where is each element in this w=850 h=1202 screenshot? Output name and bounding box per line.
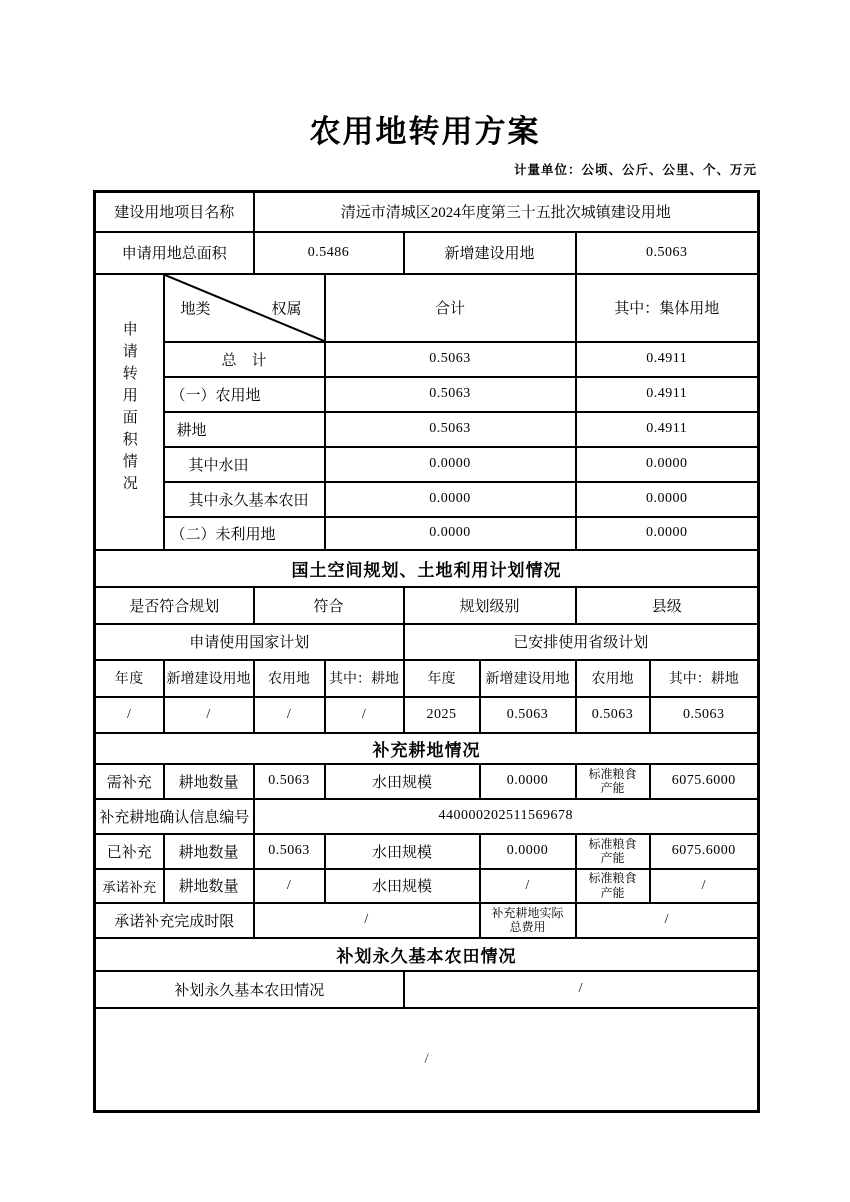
qty-label: 耕地数量	[164, 764, 254, 799]
remark-row	[95, 1008, 759, 1112]
compliance-label: 是否符合规划	[95, 587, 254, 624]
table-row	[95, 377, 759, 412]
project-name-label: 建设用地项目名称	[95, 192, 254, 232]
plan-value: /	[325, 697, 404, 733]
done-paddy-value: 0.0000	[480, 834, 576, 869]
national-plan-label: 申请使用国家计划	[95, 624, 404, 660]
plan-col-header: 新增建设用地	[480, 660, 576, 697]
unused-collective: 0.0000	[576, 517, 759, 550]
new-construction-label: 新增建设用地	[404, 232, 576, 274]
unit-note: 计量单位：公顷、公斤、公里、个、万元	[513, 163, 757, 177]
capacity-label	[576, 869, 650, 903]
remark-value: /	[95, 1008, 759, 1112]
col-header-collective: 其中：集体用地	[576, 274, 759, 342]
promised-paddy-value: /	[480, 869, 576, 903]
plan-col-header: 新增建设用地	[164, 660, 254, 697]
need-qty-value: 0.5063	[254, 764, 325, 799]
compliance-value: 符合	[254, 587, 404, 624]
paddy-total: 0.0000	[325, 447, 576, 482]
confirm-number-row	[95, 799, 759, 834]
basic-farmland-section-title: 补划永久基本农田情况	[95, 938, 759, 971]
col-header-total: 合计	[325, 274, 576, 342]
cost-label-line1: 补充耕地实际	[491, 905, 564, 920]
paddy-label: 水田规模	[325, 869, 480, 903]
section-header-row	[95, 733, 759, 764]
basic-farmland-value: /	[404, 971, 759, 1008]
plan-col-header: 年度	[95, 660, 164, 697]
grand-total-collective: 0.4911	[576, 342, 759, 377]
table-row	[95, 412, 759, 447]
paddy-collective: 0.0000	[576, 447, 759, 482]
plan-value: 0.5063	[650, 697, 759, 733]
unused-total: 0.0000	[325, 517, 576, 550]
confirm-number-label: 补充耕地确认信息编号	[95, 799, 254, 834]
diagonal-header-cell	[164, 274, 325, 342]
supplement-promised-row	[95, 869, 759, 903]
plan-value: /	[95, 697, 164, 733]
total-area-value: 0.5486	[254, 232, 404, 274]
farmland-conversion-table	[93, 190, 760, 1113]
plan-col-header: 农用地	[576, 660, 650, 697]
table-row	[95, 624, 759, 660]
table-row	[95, 274, 759, 342]
capacity-label-line1: 标准粮食	[588, 836, 637, 851]
promised-label: 承诺补充	[95, 869, 164, 903]
new-construction-value: 0.5063	[576, 232, 759, 274]
page-title: 农用地转用方案	[309, 114, 541, 149]
row-label-paddy: 其中水田	[164, 447, 325, 482]
capacity-label-line1: 标准粮食	[588, 871, 637, 886]
plan-value: 0.5063	[576, 697, 650, 733]
capacity-label	[576, 764, 650, 799]
table-row	[95, 447, 759, 482]
qty-label: 耕地数量	[164, 834, 254, 869]
paddy-label: 水田规模	[325, 764, 480, 799]
basic-farmland-row	[95, 971, 759, 1008]
deadline-row	[95, 903, 759, 938]
capacity-label-line2: 产能	[600, 851, 625, 865]
row-label-cultivated: 耕地	[164, 412, 325, 447]
cost-label	[480, 903, 576, 938]
diag-label-landtype: 地类	[180, 301, 211, 317]
capacity-label-line2: 产能	[600, 781, 625, 795]
cultivated-collective: 0.4911	[576, 412, 759, 447]
project-name-value: 清远市清城区2024年度第三十五批次城镇建设用地	[254, 192, 759, 232]
plan-level-value: 县级	[576, 587, 759, 624]
plan-value: /	[164, 697, 254, 733]
table-row	[95, 342, 759, 377]
deadline-value: /	[254, 903, 480, 938]
row-label-unused: （二）未利用地	[164, 517, 325, 550]
plan-value: 2025	[404, 697, 480, 733]
provincial-plan-label: 已安排使用省级计划	[404, 624, 759, 660]
need-capacity-value: 6075.6000	[650, 764, 759, 799]
planning-section-title: 国土空间规划、土地利用计划情况	[95, 550, 759, 587]
qty-label: 耕地数量	[164, 869, 254, 903]
capacity-label-line2: 产能	[600, 885, 625, 900]
done-label: 已补充	[95, 834, 164, 869]
section-header-row	[95, 550, 759, 587]
supplement-need-row	[95, 764, 759, 799]
table-row	[95, 482, 759, 517]
table-row	[95, 232, 759, 274]
done-qty-value: 0.5063	[254, 834, 325, 869]
done-capacity-value: 6075.6000	[650, 834, 759, 869]
table-row	[95, 587, 759, 624]
agricultural-total: 0.5063	[325, 377, 576, 412]
confirm-number-value: 440000202511569678	[254, 799, 759, 834]
conversion-side-label-cell	[95, 274, 164, 550]
diag-label-ownership: 权属	[271, 301, 302, 317]
conversion-side-label: 申请转用面积情况	[120, 321, 137, 497]
total-area-label: 申请用地总面积	[95, 232, 254, 274]
row-label-grand-total: 总 计	[164, 342, 325, 377]
plan-col-header: 其中：耕地	[650, 660, 759, 697]
row-label-agricultural: （一）农用地	[164, 377, 325, 412]
cost-value: /	[576, 903, 759, 938]
permanent-farmland-collective: 0.0000	[576, 482, 759, 517]
cost-label-line2: 总费用	[509, 920, 546, 934]
plan-value: 0.5063	[480, 697, 576, 733]
paddy-label: 水田规模	[325, 834, 480, 869]
section-header-row	[95, 938, 759, 971]
plan-header-row	[95, 660, 759, 697]
need-paddy-value: 0.0000	[480, 764, 576, 799]
row-label-permanent-farmland: 其中永久基本农田	[164, 482, 325, 517]
cultivated-total: 0.5063	[325, 412, 576, 447]
plan-col-header: 农用地	[254, 660, 325, 697]
basic-farmland-label: 补划永久基本农田情况	[95, 971, 404, 1008]
table-row	[95, 517, 759, 550]
permanent-farmland-total: 0.0000	[325, 482, 576, 517]
need-label: 需补充	[95, 764, 164, 799]
agricultural-collective: 0.4911	[576, 377, 759, 412]
plan-col-header: 其中：耕地	[325, 660, 404, 697]
grand-total-value: 0.5063	[325, 342, 576, 377]
plan-values-row	[95, 697, 759, 733]
promised-capacity-value: /	[650, 869, 759, 903]
table-row	[95, 192, 759, 232]
plan-level-label: 规划级别	[404, 587, 576, 624]
capacity-label	[576, 834, 650, 869]
plan-col-header: 年度	[404, 660, 480, 697]
supplement-section-title: 补充耕地情况	[95, 733, 759, 764]
promised-qty-value: /	[254, 869, 325, 903]
deadline-label: 承诺补充完成时限	[95, 903, 254, 938]
plan-value: /	[254, 697, 325, 733]
capacity-label-line1: 标准粮食	[588, 766, 637, 781]
supplement-done-row	[95, 834, 759, 869]
